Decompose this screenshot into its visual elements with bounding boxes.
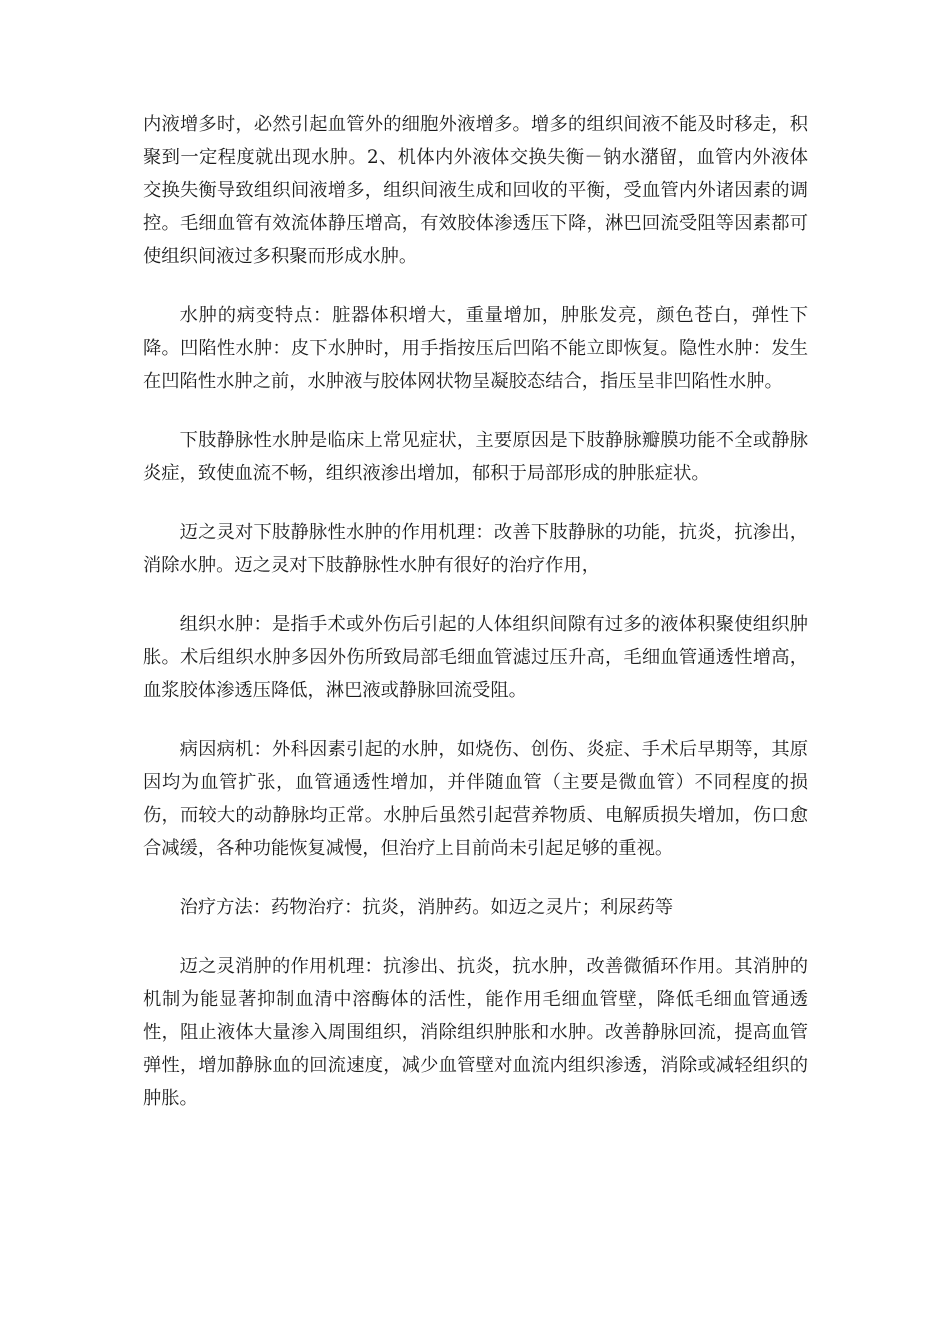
paragraph-venous-edema: 下肢静脉性水肿是临床上常见症状，主要原因是下肢静脉瓣膜功能不全或静脉炎症，致使血流不畅，组织液渗出增加，郁积于局部形成的肿胀症状。: [143, 430, 808, 484]
paragraph-treatment-methods: 治疗方法：药物治疗：抗炎，消肿药。如迈之灵片；利尿药等: [179, 897, 674, 918]
paragraph-edema-mechanism: 内液增多时，必然引起血管外的细胞外液增多。增多的组织间液不能及时移走，积聚到一定程度就出现水肿。2、机体内外液体交换失衡－钠水潴留，血管内外液体交换失衡导致组织间液增多，组织间液生成和回收的平衡，受血管内外诸因素的调控。毛细血管有效流体静压增高，有效胶体渗透压下降，淋巴回流受阻等因素都可使组织间液过多积聚而形成水肿。: [143, 114, 808, 267]
document-body: [143, 108, 808, 1141]
paragraph-venous-edema-treatment: 迈之灵对下肢静脉性水肿的作用机理：改善下肢静脉的功能，抗炎，抗渗出，消除水肿。迈之灵对下肢静脉性水肿有很好的治疗作用，: [143, 522, 808, 576]
paragraph-edema-features: 水肿的病变特点：脏器体积增大，重量增加，肿胀发亮，颜色苍白，弹性下降。凹陷性水肿：皮下水肿时，用手指按压后凹陷不能立即恢复。隐性水肿：发生在凹陷性水肿之前，水肿液与胶体网状物呈凝胶态结合，指压呈非凹陷性水肿。: [143, 305, 808, 392]
paragraph-etiology: 病因病机：外科因素引起的水肿，如烧伤、创伤、炎症、手术后早期等，其原因均为血管扩张，血管通透性增加，并伴随血管（主要是微血管）不同程度的损伤，而较大的动静脉均正常。水肿后虽然引起营养物质、电解质损失增加，伤口愈合减缓，各种功能恢复减慢，但治疗上目前尚未引起足够的重视。: [143, 739, 808, 859]
paragraph-tissue-edema: 组织水肿：是指手术或外伤后引起的人体组织间隙有过多的液体积聚使组织肿胀。术后组织水肿多因外伤所致局部毛细血管滤过压升高，毛细血管通透性增高，血浆胶体渗透压降低，淋巴液或静脉回流受阻。: [143, 614, 808, 701]
paragraph-mechanism-of-action: 迈之灵消肿的作用机理：抗渗出、抗炎，抗水肿，改善微循环作用。其消肿的机制为能显著抑制血清中溶酶体的活性，能作用毛细血管壁，降低毛细血管通透性，阻止液体大量渗入周围组织，消除组织肿胀和水肿。改善静脉回流，提高血管弹性，增加静脉血的回流速度，减少血管壁对血流内组织渗透，消除或减轻组织的肿胀。: [143, 956, 808, 1109]
